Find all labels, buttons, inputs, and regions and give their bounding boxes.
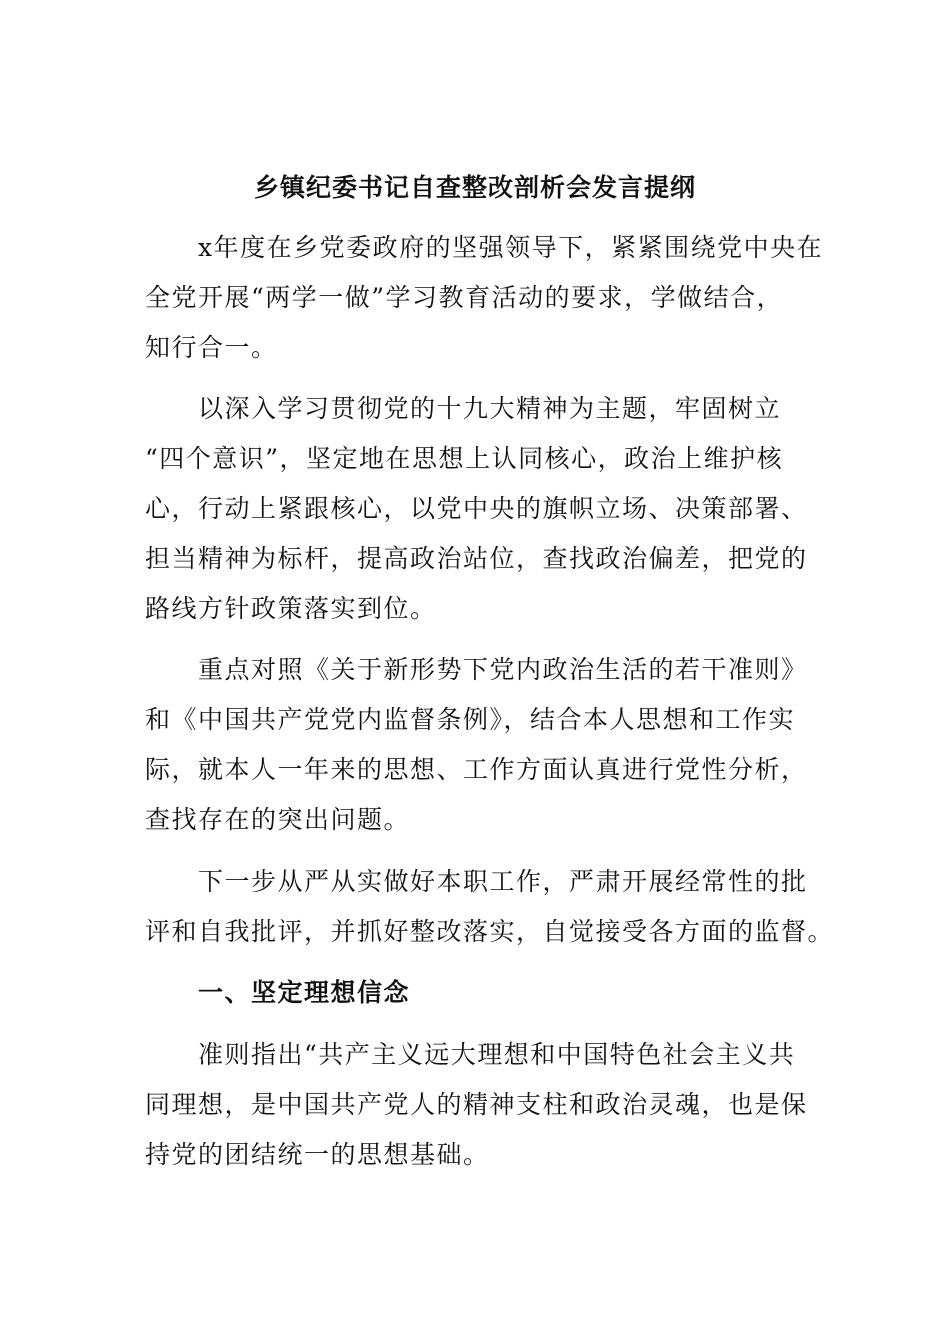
paragraph-5-line-3: 持党的团结统一的思想基础。	[145, 1140, 490, 1169]
paragraph-4-line-2: 评和自我批评，并抓好整改落实，自觉接受各方面的监督。	[145, 917, 835, 946]
paragraph-4-line-1: 下一步从严从实做好本职工作，严肃开展经常性的批	[198, 867, 808, 896]
paragraph-1-line-2: 全党开展“两学一做”学习教育活动的要求，学做结合，	[145, 283, 784, 312]
paragraph-5-line-2: 同理想，是中国共产党人的精神支柱和政治灵魂，也是保	[145, 1090, 808, 1119]
paragraph-1-line-1: x年度在乡党委政府的坚强领导下，紧紧围绕党中央在	[198, 233, 824, 262]
paragraph-1-line-3: 知行合一。	[145, 333, 278, 362]
paragraph-2-line-1: 以深入学习贯彻党的十九大精神为主题，牢固树立	[198, 394, 782, 423]
paragraph-2-line-2: “四个意识”，坚定地在思想上认同核心，政治上维护核	[145, 444, 784, 473]
paragraph-3-line-1: 重点对照《关于新形势下党内政治生活的若干准则》	[198, 655, 808, 684]
paragraph-3-line-2: 和《中国共产党党内监督条例》，结合本人思想和工作实	[145, 705, 796, 734]
paragraph-2-line-4: 担当精神为标杆，提高政治站位，查找政治偏差，把党的	[145, 544, 808, 573]
paragraph-3-line-3: 际，就本人一年来的思想、工作方面认真进行党性分析，	[145, 755, 808, 784]
paragraph-2-line-5: 路线方针政策落实到位。	[145, 594, 437, 623]
paragraph-5-line-1: 准则指出“共产主义远大理想和中国特色社会主义共	[198, 1040, 796, 1069]
paragraph-2-line-3: 心，行动上紧跟核心，以党中央的旗帜立场、决策部署、	[145, 494, 808, 523]
document-title: 乡镇纪委书记自查整改剖析会发言提纲	[253, 173, 696, 202]
paragraph-3-line-4: 查找存在的突出问题。	[145, 805, 411, 834]
section-heading-1: 一、坚定理想信念	[198, 978, 411, 1007]
